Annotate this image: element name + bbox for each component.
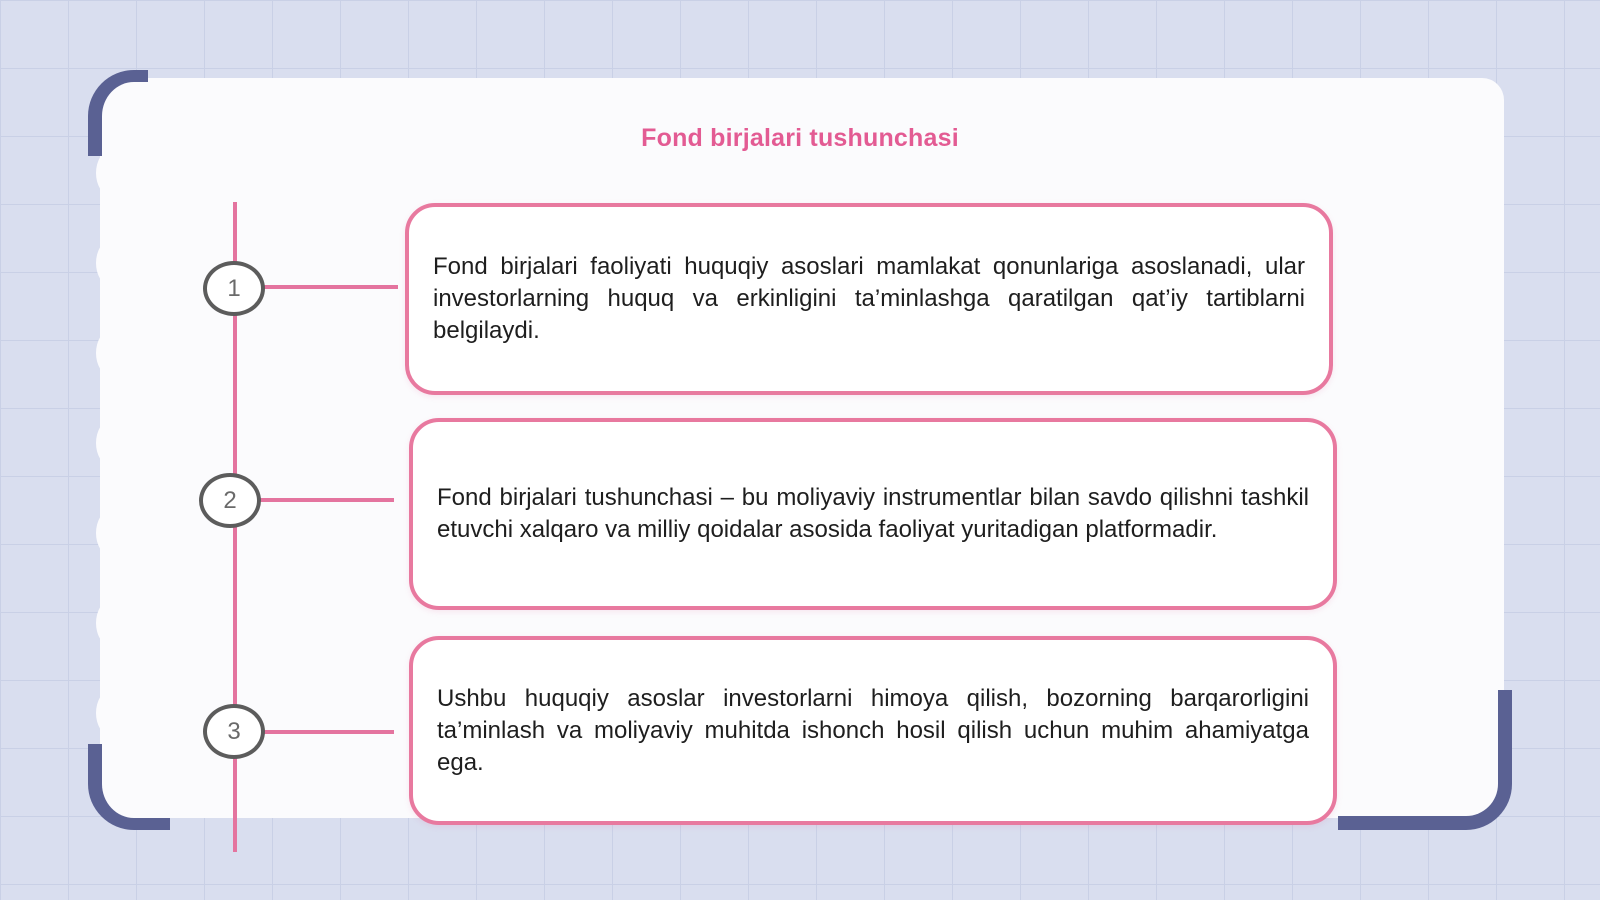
step-box-3 (409, 636, 1337, 825)
step-number-2: 2 (199, 473, 261, 528)
step-number-3: 3 (203, 704, 265, 759)
notebook-scallop (96, 600, 126, 646)
notebook-scallop (96, 330, 126, 376)
notebook-scallop (96, 420, 126, 466)
step-number-1: 1 (203, 261, 265, 316)
frame-corner-bottom-right (1338, 690, 1512, 830)
step-text-3: Ushbu huquqiy asoslar investorlarni himoya qilish, bozorning barqarorligini ta’minlash va moliyaviy muhitda ishonch hosil qilish uchun muhim ahamiyatga ega. (437, 684, 1309, 776)
notebook-scallop (96, 510, 126, 556)
step-connector-2 (260, 498, 394, 502)
step-text-2: Fond birjalari tushunchasi – bu moliyaviy instrumentlar bilan savdo qilishni tashkil etuvchi xalqaro va milliy qoidalar asosida faoliyat yuritadigan platformadir. (437, 484, 1309, 543)
step-text-1: Fond birjalari faoliyati huquqiy asoslari mamlakat qonunlariga asoslanadi, ular investorlarning huquq va erkinligini ta’minlashga qaratilgan qat’iy tartiblarni belgilaydi. (433, 253, 1305, 344)
notebook-scallop (96, 150, 126, 196)
step-connector-1 (264, 285, 398, 289)
frame-corner-bottom-left (88, 744, 170, 830)
slide-title: Fond birjalari tushunchasi (641, 124, 959, 152)
notebook-scallop (96, 690, 126, 736)
notebook-scallop (96, 240, 126, 286)
step-box-2 (409, 418, 1337, 610)
step-box-1 (405, 203, 1333, 395)
step-connector-3 (264, 730, 394, 734)
